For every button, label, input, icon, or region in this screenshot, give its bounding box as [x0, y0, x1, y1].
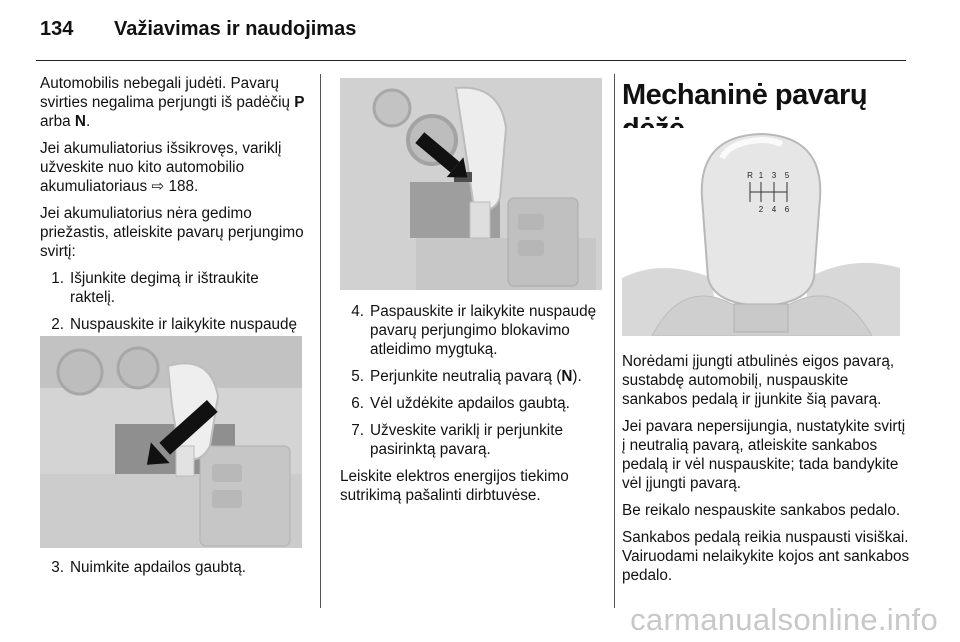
- column-divider-1: [320, 74, 321, 608]
- step-7: 7. Užveskite variklį ir perjunkite pasirinktą pavarą.: [351, 422, 563, 458]
- paragraph-clutch-full: Sankabos pedalą reikia nuspausti visiškai. Vairuodami nelaikykite kojos ant sankabos pedalo.: [622, 529, 910, 584]
- step-2: 2. Nuspauskite ir laikykite nuspaudę: [51, 316, 298, 333]
- page-header: [36, 14, 906, 61]
- step-1: 1. Išjunkite degimą ir ištraukite raktelį.: [51, 270, 259, 306]
- paragraph-workshop: Leiskite elektros energijos tiekimo sutrikimą pašalinti dirbtuvėse.: [340, 468, 569, 504]
- paragraph-neutral: Jei pavara nepersijungia, nustatykite svirtį į neutralią pavarą, atleiskite sankabos pedalą ir vėl nuspauskite; tada bandykite vėl įjungti pavarą.: [622, 418, 906, 492]
- knob-label-1: 1: [758, 171, 764, 180]
- column-3-text: [622, 352, 912, 593]
- knob-label-2: 2: [758, 205, 764, 214]
- step-4: 4. Paspauskite ir laikykite nuspaudę pavarų perjungimo blokavimo atleidimo mygtuką.: [351, 303, 597, 358]
- section-title: Važiavimas ir naudojimas: [114, 18, 357, 40]
- figure-gear-selector-release: [340, 78, 602, 290]
- knob-label-3: 3: [771, 171, 777, 180]
- step-3: 3. Nuimkite apdailos gaubtą.: [51, 559, 247, 576]
- step-6: 6. Vėl uždėkite apdailos gaubtą.: [351, 395, 570, 412]
- page-reference-icon: ⇨: [151, 178, 165, 195]
- knob-label-5: 5: [784, 171, 790, 180]
- step-5: 5. Perjunkite neutralią pavarą (N).: [351, 368, 582, 385]
- figure-manual-gear-knob: [622, 128, 900, 336]
- step-3-wrapper: [40, 558, 308, 585]
- paragraph-1: Automobilis nebegali judėti. Pavarų svirties negalima perjungti iš padėčių P arba N.: [40, 75, 305, 130]
- knob-label-4: 4: [771, 205, 777, 214]
- figure-gear-selector-arrow: [40, 336, 302, 548]
- watermark: carmanualsonline.info: [630, 602, 938, 637]
- paragraph-2: Jei akumuliatorius išsikrovęs, variklį užveskite nuo kito automobilio akumuliatoriaus ⇨ 188.: [40, 140, 282, 195]
- paragraph-3: Jei akumuliatorius nėra gedimo priežastis, atleiskite pavarų perjungimo svirtį:: [40, 205, 304, 260]
- manual-gearbox-heading: Mechaninė pavarų: [622, 79, 868, 111]
- page-number: 134: [40, 18, 74, 40]
- paragraph-clutch-unneeded: Be reikalo nespauskite sankabos pedalo.: [622, 502, 901, 519]
- column-divider-2: [614, 74, 615, 608]
- knob-label-6: 6: [784, 205, 790, 214]
- paragraph-reverse: Norėdami įjungti atbulinės eigos pavarą, sustabdę automobilį, nuspauskite sankabos pedalą ir įjunkite šią pavarą.: [622, 353, 895, 408]
- column-1: [40, 74, 308, 361]
- knob-label-r: R: [747, 171, 753, 180]
- column-2: [340, 302, 608, 513]
